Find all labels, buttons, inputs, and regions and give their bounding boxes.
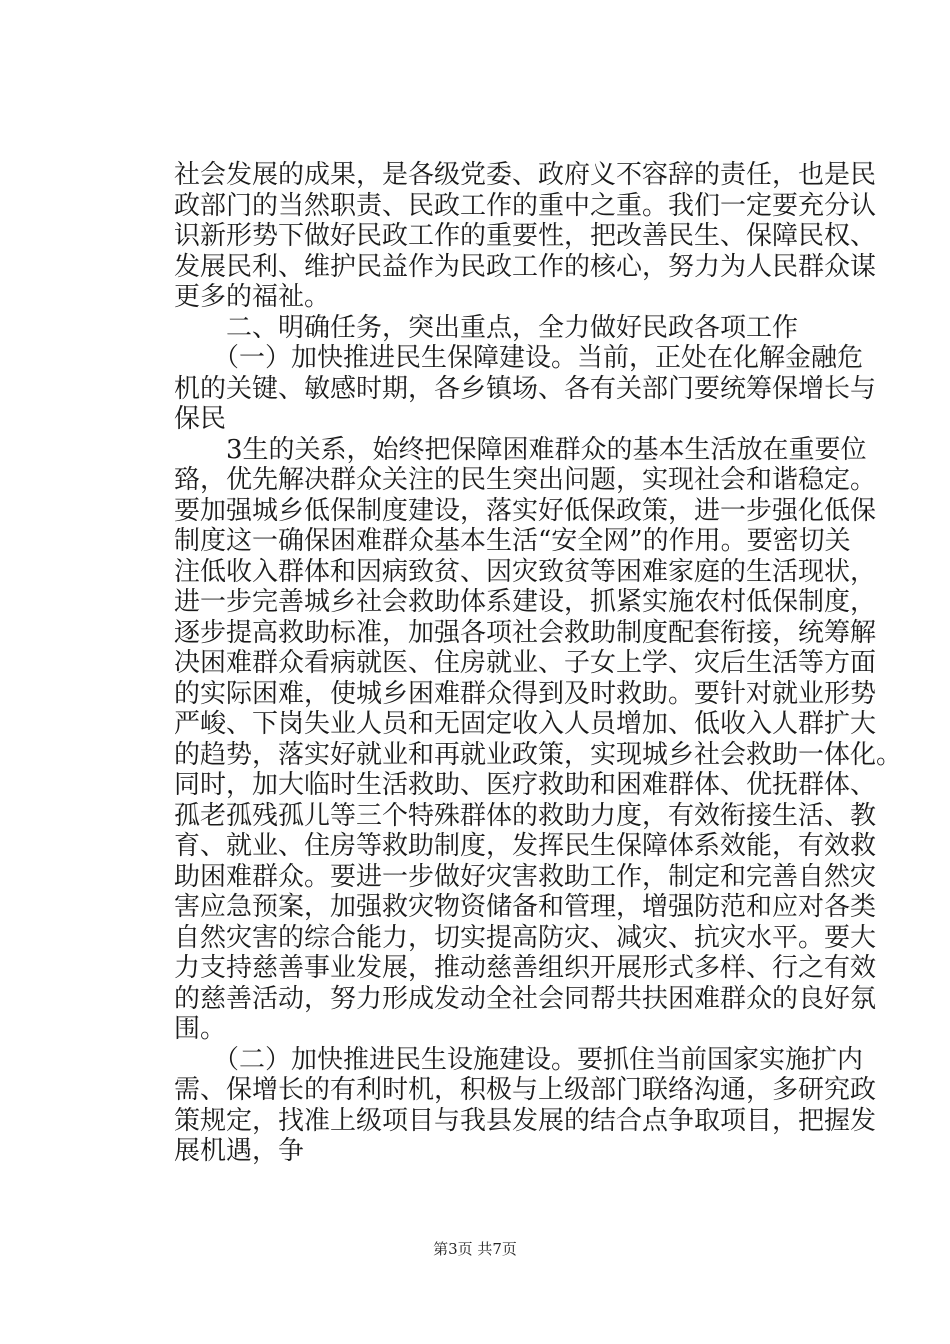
text-line: 的实际困难，使城乡困难群众得到及时救助。要针对就业形势 — [174, 678, 877, 709]
text-line: 要加强城乡低保制度建设，落实好低保政策，进一步强化低保 — [174, 495, 877, 526]
text-line: 机的关键、敏感时期，各乡镇场、各有关部门要统筹保增长与 — [174, 373, 877, 404]
text-line: 3生的关系，始终把保障困难群众的基本生活放在重要位 — [174, 434, 867, 465]
text-line: 围。 — [174, 1014, 227, 1044]
text-line: 决困难群众看病就医、住房就业、子女上学、灾后生活等方面 — [174, 648, 877, 678]
text-line: 进一步完善城乡社会救助体系建设，抓紧实施农村低保制度， — [174, 587, 877, 617]
text-line: 的趋势，落实好就业和再就业政策，实现城乡社会救助一体化。 — [174, 739, 903, 770]
text-line: 策规定，找准上级项目与我县发展的结合点争取项目，把握发 — [174, 1105, 877, 1136]
text-line: 发展民利、维护民益作为民政工作的核心，努力为人民群众谋 — [174, 251, 877, 282]
text-line: 制度这一确保困难群众基本生活“安全网”的作用。要密切关 — [174, 526, 851, 556]
text-line: 孤老孤残孤儿等三个特殊群体的救助力度，有效衔接生活、教 — [174, 800, 877, 831]
text-line: 需、保增长的有利时机，积极与上级部门联络沟通，多研究政 — [174, 1075, 877, 1105]
text-line: 自然灾害的综合能力，切实提高防灾、减灾、抗灾水平。要大 — [174, 922, 877, 953]
text-line: 严峻、下岗失业人员和无固定收入人员增加、低收入人群扩大 — [174, 709, 877, 739]
text-line: 的慈善活动，努力形成发动全社会同帮共扶困难群众的良好氛 — [174, 983, 877, 1014]
text-line: 识新形势下做好民政工作的重要性，把改善民生、保障民权、 — [174, 221, 877, 251]
text-line: 保民 — [174, 404, 227, 434]
document-body — [174, 160, 903, 1167]
text-line: 注低收入群体和因病致贫、因灾致贫等困难家庭的生活现状， — [174, 556, 877, 587]
text-line: 政部门的当然职责、民政工作的重中之重。我们一定要充分认 — [174, 190, 877, 221]
text-line: 育、就业、住房等救助制度，发挥民生保障体系效能，有效救 — [174, 831, 877, 861]
text-line: 逐步提高救助标准，加强各项社会救助制度配套衔接，统筹解 — [174, 617, 877, 648]
text-line: 害应急预案，加强救灾物资储备和管理，增强防范和应对各类 — [174, 892, 877, 922]
text-line: 臵，优先解决群众关注的民生突出问题，实现社会和谐稳定。 — [174, 465, 877, 495]
text-line: 展机遇，争 — [174, 1136, 305, 1166]
text-line: 更多的福祉。 — [174, 282, 331, 312]
page-number-label: 第3页 共7页 — [433, 1240, 517, 1258]
page-footer — [0, 1238, 950, 1259]
text-line: （二）加快推进民生设施建设。要抓住当前国家实施扩内 — [174, 1044, 864, 1075]
text-line: 同时，加大临时生活救助、医疗救助和困难群体、优抚群体、 — [174, 770, 877, 800]
text-line: 二、明确任务，突出重点，全力做好民政各项工作 — [174, 312, 799, 343]
text-line: 力支持慈善事业发展，推动慈善组织开展形式多样、行之有效 — [174, 953, 877, 983]
text-line: 助困难群众。要进一步做好灾害救助工作，制定和完善自然灾 — [174, 861, 877, 892]
text-line: 社会发展的成果，是各级党委、政府义不容辞的责任，也是民 — [174, 160, 877, 190]
text-line: （一）加快推进民生保障建设。当前，正处在化解金融危 — [174, 343, 864, 373]
